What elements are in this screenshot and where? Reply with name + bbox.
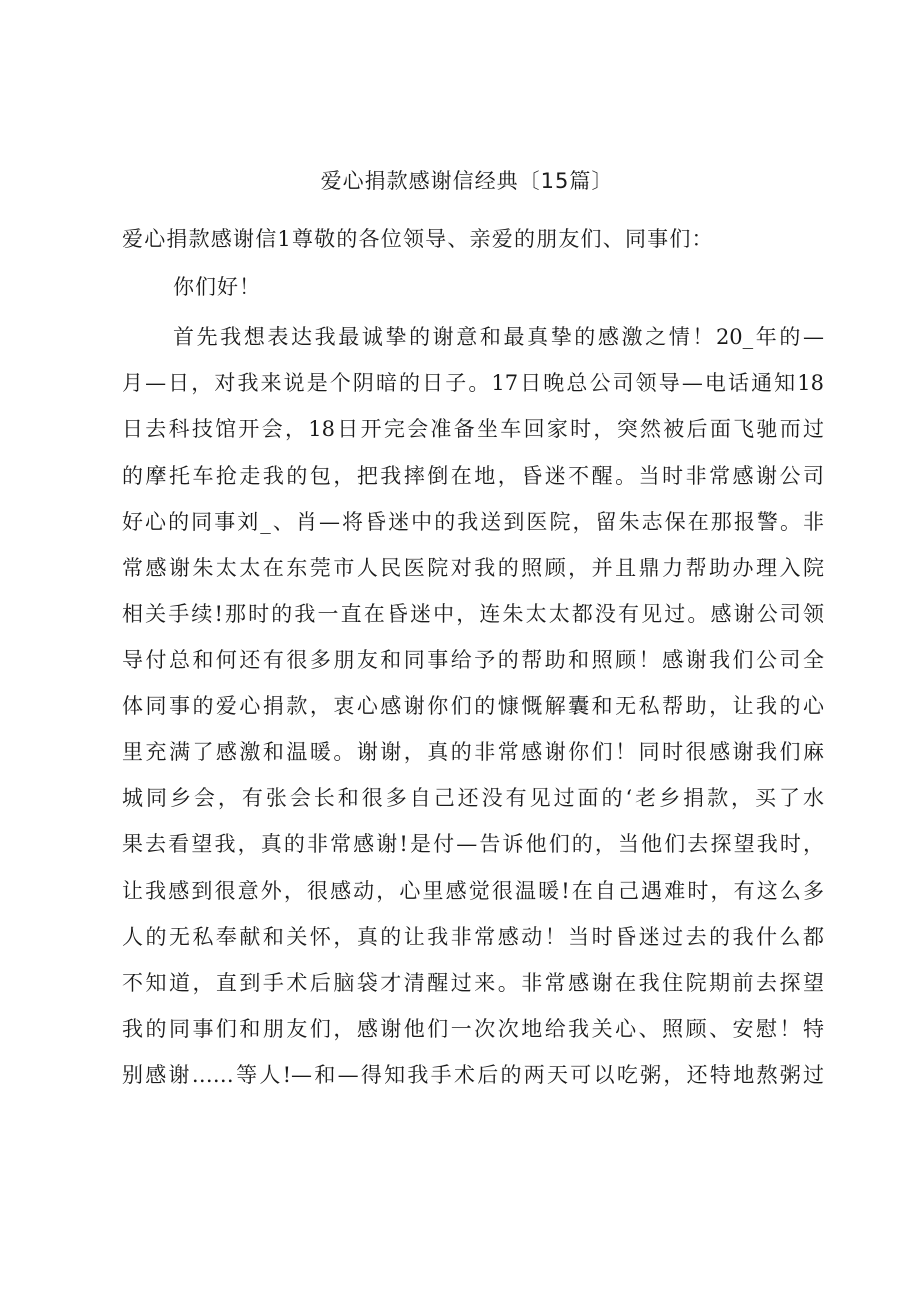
body-line: 我的同事们和朋友们，感谢他们一次次地给我关心、照顾、安慰！特: [122, 1017, 824, 1041]
body-line: 里充满了感激和温暖。谢谢，真的非常感谢你们！同时很感谢我们麻: [122, 740, 824, 764]
body-line: 人的无私奉献和关怀，真的让我非常感动！当时昏迷过去的我什么都: [122, 925, 824, 949]
body-line: 城同乡会，有张会长和很多自己还没有见过面的‘老乡捐款，买了水: [122, 786, 824, 810]
body-line: 首先我想表达我最诚挚的谢意和最真挚的感激之情！20_年的—: [173, 325, 824, 349]
document-title: 爱心捐款感谢信经典〔15篇〕: [320, 169, 614, 193]
body-line: 月—日，对我来说是个阴暗的日子。17日晚总公司领导—电话通知18: [122, 371, 824, 395]
body-line: 的摩托车抢走我的包，把我摔倒在地，昏迷不醒。当时非常感谢公司: [122, 464, 824, 488]
body-line: 常感谢朱太太在东莞市人民医院对我的照顾，并且鼎力帮助办理入院: [122, 556, 824, 580]
greeting: 你们好！: [173, 275, 261, 299]
body-line: 不知道，直到手术后脑袋才清醒过来。非常感谢在我住院期前去探望: [122, 971, 824, 995]
body-line: 相关手续!那时的我一直在昏迷中，连朱太太都没有见过。感谢公司领: [122, 602, 824, 626]
body-line: 果去看望我，真的非常感谢!是付—告诉他们的，当他们去探望我时，: [122, 832, 824, 856]
body-line: 日去科技馆开会，18日开完会准备坐车回家时，突然被后面飞驰而过: [122, 417, 824, 441]
body-line: 体同事的爱心捐款，衷心感谢你们的慷慨解囊和无私帮助，让我的心: [122, 694, 824, 718]
intro-line: 爱心捐款感谢信1尊敬的各位领导、亲爱的朋友们、同事们：: [122, 227, 714, 251]
body-line: 好心的同事刘_、肖—将昏迷中的我送到医院，留朱志保在那报警。非: [122, 510, 824, 534]
body-line: 让我感到很意外，很感动，心里感觉很温暖!在自己遇难时，有这么多: [122, 879, 824, 903]
body-line: 导付总和何还有很多朋友和同事给予的帮助和照顾！感谢我们公司全: [122, 648, 824, 672]
body-line: 别感谢……等人!—和—得知我手术后的两天可以吃粥，还特地熬粥过: [122, 1063, 824, 1087]
